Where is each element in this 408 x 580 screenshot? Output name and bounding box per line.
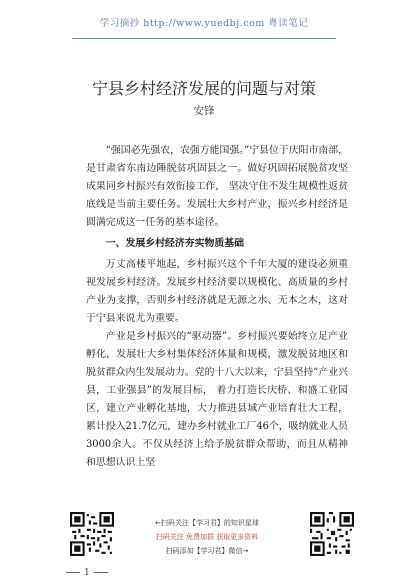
article-body xyxy=(86,142,348,472)
qr-code-wechat-icon[interactable] xyxy=(310,512,354,556)
site-header: 学习摘抄 http://www.yuedbj.com 粤读笔记 xyxy=(99,18,309,29)
section-heading: 一、发展乡村经济夯实物质基础 xyxy=(105,238,245,249)
footer-promo xyxy=(122,516,292,558)
footer-line-join-group: 扫码关注 免费加群 获取更多资料 xyxy=(155,533,259,541)
article-title: 宁县乡村经济发展的问题与对策 xyxy=(91,79,316,98)
paragraph: 万丈高楼平地起，乡村振兴这个千年大厦的建设必须重视发展乡村经济。发展乡村经济要以规模化、高质量的乡村产业为支撑，否则乡村经济就是无源之水、无本之木，这对于宁县来说尤为重要。 xyxy=(86,259,348,324)
footer-line-knowledge-planet: ←扫码关注【学习君】的知识星球 xyxy=(155,519,259,527)
header-rule xyxy=(72,38,336,39)
footer-line-wechat: 扫码添加【学习君】微信→ xyxy=(165,547,249,555)
paragraph: 产业是乡村振兴的“驱动器”。乡村振兴要始终立足产业孵化，发展壮大乡村集体经济体量和规模，激发脱贫地区和脱贫群众内生发展动力。党的十八大以来，宁县坚持“产业兴县，工业强县”的发展目标， 着力打造长庆桥、和盛工业园区，建立产业孵化基地，大力推进县域产业培育壮大工程，累计投入21.7亿元，建办乡村就业工厂46个，吸纳就业人员3000余人。不仅从经济上给予脱贫群众帮助，而且从精神和思想认识上坚 xyxy=(86,331,348,468)
footer xyxy=(0,512,408,580)
paragraph: “强国必先强农，农强方能国强。”宁县位于庆阳市南部，是甘肃省东南边陲脱贫巩固县之一。做好巩固拓展脱贫攻坚成果同乡村振兴有效衔接工作， 坚决守住不发生规模性返贫底线是当前主要任务。发展壮大乡村产业，振兴乡村经济是圆满完成这一任务的基本途径。 xyxy=(86,145,348,228)
page-number: 1 xyxy=(62,568,112,578)
qr-code-knowledge-planet-icon[interactable] xyxy=(70,512,114,556)
article-author: 安锋 xyxy=(193,105,215,117)
